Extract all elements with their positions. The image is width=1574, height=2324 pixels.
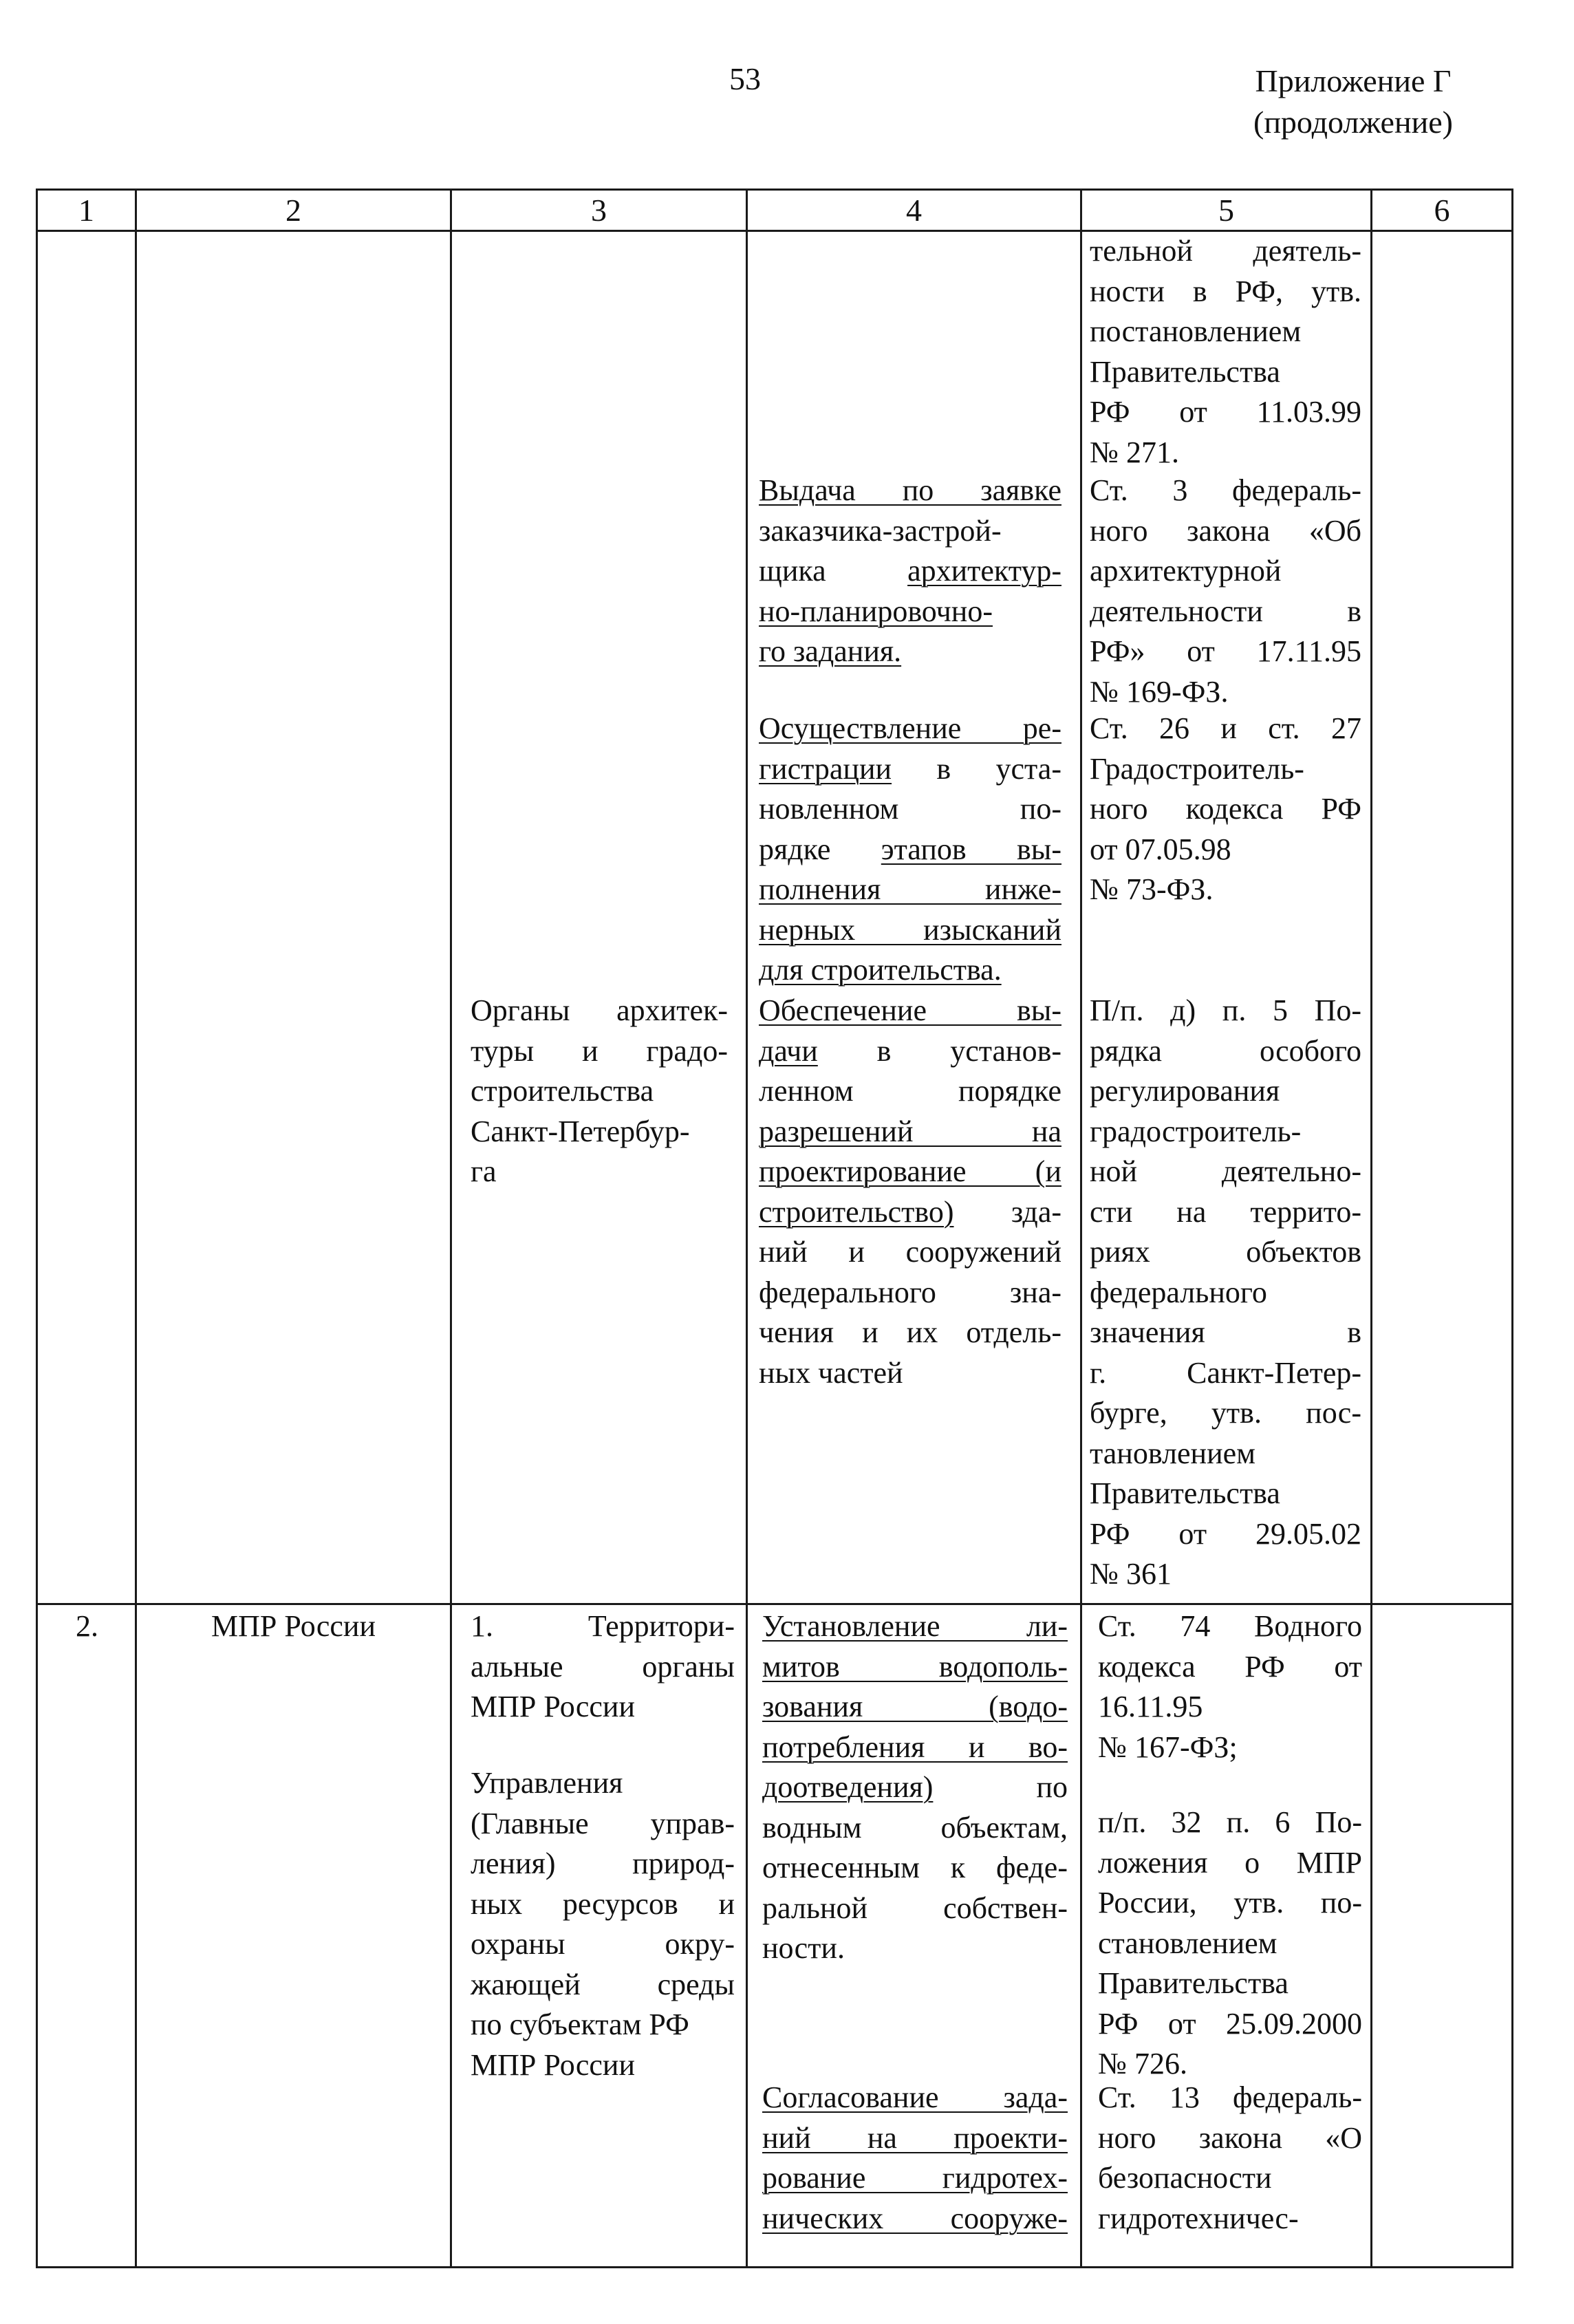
header-col-2: 2 xyxy=(285,193,301,228)
col-divider-2 xyxy=(450,189,452,2268)
row2-col3-authority-a: 1. Территори- альные органы МПР России xyxy=(471,1609,735,1723)
table-left-border xyxy=(36,189,38,2268)
row2-col3-authority-b: Управления (Главные управ- ления) природ- ных ресурсов и охраны окру- жающей среды по субъектам РФ МПР России xyxy=(471,1766,735,2082)
row1-col3-authority: Органы архитек- туры и градо- строительства Санкт-Петербур- га xyxy=(471,993,728,1188)
row-divider xyxy=(36,1603,1513,1605)
appendix-line1: Приложение Г xyxy=(1255,63,1452,98)
row1-col4-task-c: Обеспечение вы- дачи в установ- ленном порядке разрешений на проектирование (и строительство) зда- ний и сооружений федерального зна- чения и их отдель- ных частей xyxy=(759,993,1061,1390)
row1-col5-legal-d: П/п. д) п. 5 По- рядка особого регулирования градостроитель- ной деятельно- сти на террито- риях объектов федерального значения в г. Санкт-Петер- бурге, утв. пос- тановлением Правительства РФ от 29.05.02 № 361 xyxy=(1090,993,1361,1591)
header-col-6: 6 xyxy=(1434,193,1450,228)
row2-ministry: МПР России xyxy=(211,1609,376,1643)
col-divider-3 xyxy=(746,189,748,2268)
table-bottom-border xyxy=(36,2266,1513,2268)
header-col-1: 1 xyxy=(78,193,94,228)
row2-number: 2. xyxy=(76,1609,98,1643)
col-divider-4 xyxy=(1080,189,1082,2268)
row1-col4-task-a: Выдача по заявке заказчика-застрой- щика архитектур- но-планировочно- го задания. xyxy=(759,473,1061,668)
table-right-border xyxy=(1511,189,1513,2268)
col-divider-1 xyxy=(135,189,137,2268)
row2-col4-task-b: Согласование зада- ний на проекти- рование гидротех- нических сооруже- xyxy=(762,2080,1068,2235)
header-col-4: 4 xyxy=(906,193,922,228)
row2-col5-legal-b: п/п. 32 п. 6 По- ложения о МПР России, утв. по- становлением Правительства РФ от 25.09.2000 № 726. xyxy=(1098,1805,1362,2080)
appendix-label xyxy=(1253,61,1453,143)
row2-col5-legal-a: Ст. 74 Водного кодекса РФ от 16.11.95 № 167-ФЗ; xyxy=(1098,1609,1362,1764)
row1-col5-legal-a: тельной деятель- ности в РФ, утв. постановлением Правительства РФ от 11.03.99 № 271. xyxy=(1090,234,1361,469)
page-number: 53 xyxy=(729,61,761,96)
row1-col5-legal-c: Ст. 26 и ст. 27 Градостроитель- ного кодекса РФ от 07.05.98 № 73-ФЗ. xyxy=(1090,711,1361,906)
col-divider-5 xyxy=(1370,189,1372,2268)
header-col-5: 5 xyxy=(1218,193,1234,228)
appendix-line2: (продолжение) xyxy=(1253,105,1453,140)
row1-col5-legal-b: Ст. 3 федераль- ного закона «Об архитектурной деятельности в РФ» от 17.11.95 № 169-ФЗ. xyxy=(1090,473,1361,709)
row2-col4-task-a: Установление ли- митов водополь- зования (водо- потребления и во- доотведения) по водным объектам, отнесенным к феде- ральной собствен- ности. xyxy=(762,1609,1068,1965)
row1-col4-task-b: Осуществление ре- гистрации в уста- новленном по- рядке этапов вы- полнения инже- нерных изысканий для строительства. xyxy=(759,711,1061,987)
row2-col5-legal-c: Ст. 13 федераль- ного закона «О безопасности гидротехничес- xyxy=(1098,2080,1362,2235)
header-col-3: 3 xyxy=(591,193,607,228)
